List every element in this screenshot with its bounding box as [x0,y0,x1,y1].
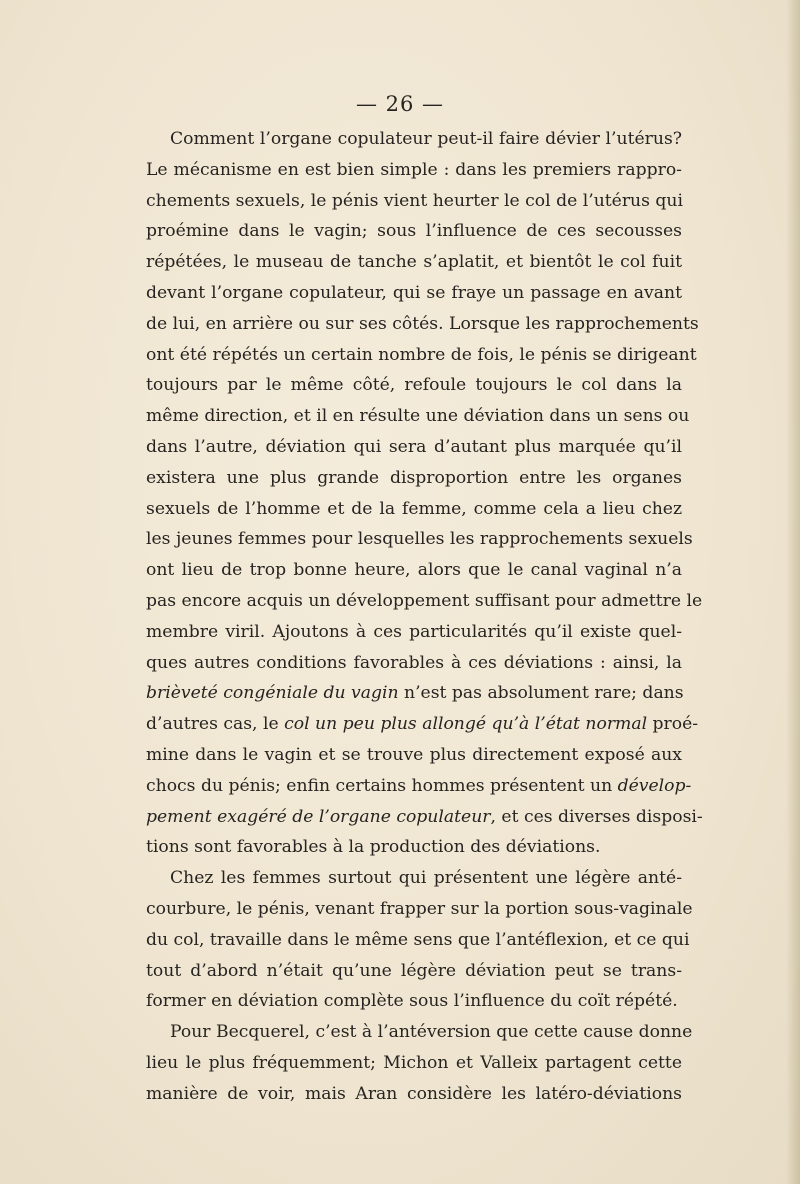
text-line: chements sexuels, le pénis vient heurter le col de l’utérus qui [146,190,683,211]
text-line: ques autres conditions favorables à ces déviations : ainsi, la [146,652,682,673]
italic-phrase: pement exagéré de l’organe copulateur [146,806,491,827]
text-line: Comment l’organe copulateur peut-il faire dévier l’utérus? [170,129,682,149]
text-line: répétées, le museau de tanche s’aplatit, et bientôt le col fuit [146,252,682,273]
text-segment: , et ces diverses disposi- [490,806,703,827]
text-line: courbure, le pénis, venant frapper sur la portion sous-vaginale [146,898,693,919]
text-line: de lui, en arrière ou sur ses côtés. Lorsque les rapprochements [146,313,699,334]
text-line: Pour Becquerel, c’est à l’antéversion que cette cause donne [170,1022,693,1043]
text-segment: d’autres cas, le [146,714,285,735]
text-line: Chez les femmes surtout qui présentent une légère anté- [170,868,682,889]
text-line: Le mécanisme en est bien simple : dans les premiers rappro- [146,159,682,180]
text-line: former en déviation complète sous l’influence du coït répété. [146,991,678,1012]
text-line: sexuels de l’homme et de la femme, comme cela a lieu chez [146,498,682,519]
italic-phrase: col un peu plus allongé qu’à l’état normal [284,714,648,735]
text-line: du col, travaille dans le même sens que l’antéflexion, et ce qui [146,929,690,950]
text-line: tout d’abord n’était qu’une légère déviation peut se trans- [146,960,682,981]
body-text [146,124,703,1110]
text-line: tions sont favorables à la production des déviations. [146,837,601,858]
text-line: dans l’autre, déviation qui sera d’autant plus marquée qu’il [146,436,682,457]
page-edge-shadow [786,0,800,1184]
text-line: lieu le plus fréquemment; Michon et Valleix partagent cette [146,1052,682,1073]
text-line: manière de voir, mais Aran considère les latéro-déviations [146,1083,682,1104]
text-line [146,709,699,740]
italic-phrase: brièveté congéniale du vagin [146,683,399,704]
text-line [146,802,703,833]
text-segment: n’est pas absolument rare; dans [398,683,684,704]
text-segment: proé- [647,714,699,735]
page-number: — 26 — [355,92,445,116]
text-line: proémine dans le vagin; sous l’influence de ces secousses [146,221,682,242]
text-line: ont lieu de trop bonne heure, alors que le canal vaginal n’a [146,560,682,581]
italic-phrase: dévelop- [617,775,692,796]
text-line: pas encore acquis un développement suffisant pour admettre le [146,590,703,611]
text-line: les jeunes femmes pour lesquelles les rapprochements sexuels [146,529,693,550]
text-line [146,678,682,709]
text-segment: chocs du pénis; enfin certains hommes présentent un [146,775,618,796]
text-line: même direction, et il en résulte une déviation dans un sens ou [146,406,690,427]
text-line: mine dans le vagin et se trouve plus directement exposé aux [146,744,682,765]
text-line: ont été répétés un certain nombre de fois, le pénis se dirigeant [146,344,697,365]
text-line: existera une plus grande disproportion entre les organes [146,467,682,488]
text-line: membre viril. Ajoutons à ces particularités qu’il existe quel- [146,621,682,642]
text-line: devant l’organe copulateur, qui se fraye un passage en avant [146,282,682,303]
text-line: toujours par le même côté, refoule toujours le col dans la [146,375,682,396]
text-line [146,771,692,802]
